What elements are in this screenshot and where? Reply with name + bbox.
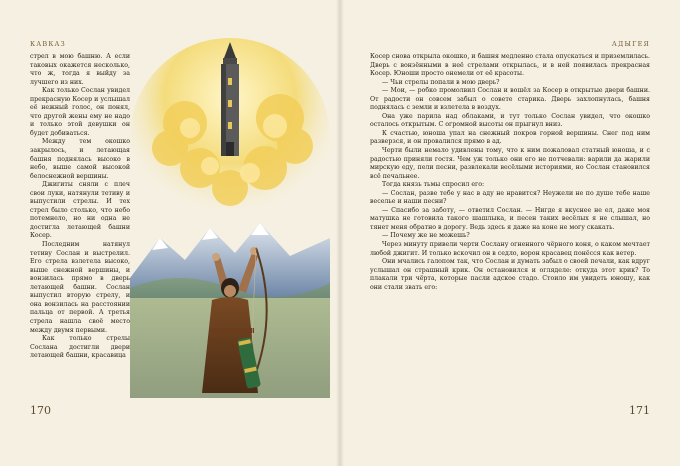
paragraph: Они мчались галопом так, что Сослан и думать забыл о своей печали, как вдруг услышал он страшный крик. Он остановился и огляделе: откуда этот крик? То плакали три чёрта, которые пасли адское стадо. Стоило им увидеть юношу, как они стали звать его: (370, 258, 650, 291)
right-running-head: АДЫГЕЯ (611, 40, 650, 48)
paragraph: Тогда князь тьмы спросил его: (382, 181, 485, 189)
paragraph: Косер снова открыла окошко, и башня медленно стала опускаться и приземлилась. Дверь с вонзёнными в неё стрелами открылась, и в ней появилась прекрасная Косер. Юноши просто онемели от её красоты. (370, 53, 650, 78)
paragraph: Как только стрелы Сослана достигли двери летающей башни, красавица (30, 335, 130, 360)
paragraph: — Почему же не можешь? (382, 232, 470, 240)
paragraph: Между тем окошко закрылось, и летающая башня поднялась высоко в небо, выше самой высокой белоснежной вершины. (30, 138, 130, 180)
paragraph: — Мои, — робко промолвил Сослан и вошёл за Косер в открытые двери башни. От радости он совсем забыл о совете старика. Дверь захлопнулась, башня поднялась с земли и взлетела в воздух. (370, 87, 650, 112)
paragraph: Как только Сослан увидел прекрасную Косер и услышал её нежный голос, он понял, что другой жены ему не надо и только этой девушки он будет добиваться. (30, 87, 130, 137)
right-page-number: 171 (629, 404, 650, 417)
left-text-column (30, 53, 130, 361)
right-page (340, 0, 680, 466)
left-running-head: КАВКАЗ (30, 40, 66, 48)
right-text-column (370, 53, 650, 292)
left-page-number: 170 (30, 404, 51, 417)
paragraph: — Чьи стрелы попали в мою дверь? (382, 78, 500, 86)
paragraph: Через минуту привели черти Сослану огненного чёрного коня, о каком мечтает любой джигит. И только вскочил он в седло, ворон красавец понёсся как ветер. (370, 241, 650, 257)
paragraph: Черти были немало удивлены тому, что к ним пожаловал статный юноша, и с радостью приняли гостя. Чем уж только они его не потчевали: варили да жарили мирскую еду, пели песни, развлекали весёлыми историями, но Сослан становился всё печальнее. (370, 147, 650, 180)
paragraph: — Спасибо за заботу, — ответил Сослан. — Нигде я вкуснее не ел, даже моя матушка не готовила такого шашлыка, и песен таких весёлых я не слышал, но тянет меня обратно в дорогу. Ведь здесь я даже на коне не могу скакать. (370, 206, 650, 231)
paragraph: Она уже парила над облаками, и тут только Сослан увидел, что окошко осталось открытым. С огромной высоты он прыгнул вниз. (370, 112, 650, 129)
paragraph: — Сослан, разве тебе у нас в аду не нравится? Неужели не по душе тебе наше веселье и наши песни? (370, 189, 650, 206)
paragraph: Последним натянул тетиву Сослан и выстрелил. Его стрела взлетела высоко, выше снежной вершины, и вонзилась прямо в дверь летающей башни. Сослан выпустил вторую стрелу, и она вонзилась на расстоянии пальца от первой. А третья стрела нашла своё место между двумя первыми. (30, 241, 130, 334)
paragraph: стрел в мою башню. А если таковых окажется несколько, что ж, тогда я выйду за лучшего из них. (30, 53, 130, 86)
tower-shape (221, 42, 239, 156)
illustration-tower-and-archer (130, 38, 330, 398)
paragraph: К счастью, юноша упал на снежный покров горной вершины. Снег под ним разверзся, и он провалился прямо в ад. (370, 129, 650, 146)
paragraph: Джигиты сняли с плеч свои луки, натянули тетиву и выпустили стрелы. И тех стрел было столько, что небо потемнело, но ни одна не достигла летающей башни Косер. (30, 181, 130, 240)
